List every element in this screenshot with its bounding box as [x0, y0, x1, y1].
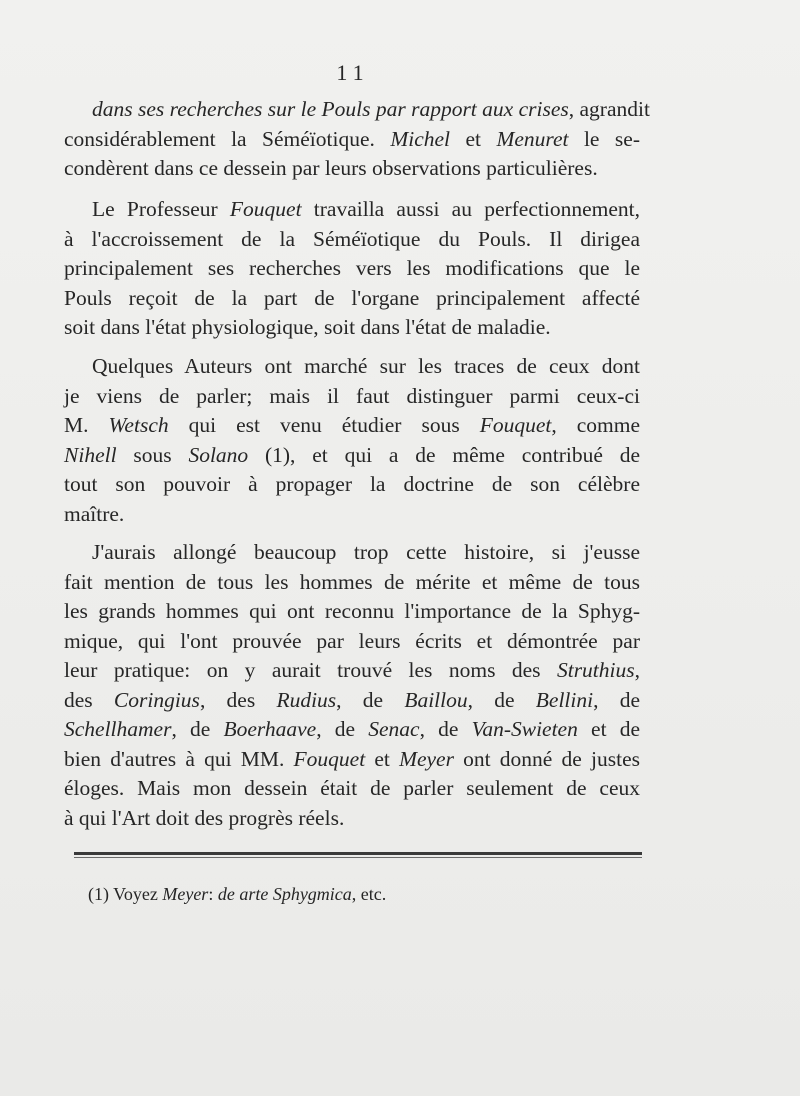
text-line [64, 597, 640, 627]
text-segment: , de [336, 687, 405, 712]
text-line [64, 470, 640, 500]
footnote-title: de arte Sphygmica [217, 884, 352, 904]
text-segment: et de [577, 717, 640, 741]
text-segment: mique, qui l'ont prouvée par leurs écrits et démontrée par [64, 628, 640, 653]
italic-segment: Rudius [276, 687, 337, 712]
italic-segment: Van-Swieten [471, 717, 578, 741]
footnote [88, 884, 386, 905]
text-segment: Pouls reçoit de la part de l'organe principalement affecté [64, 285, 640, 310]
text-line [64, 225, 640, 255]
text-segment: , [634, 658, 640, 682]
italic-segment: Fouquet [479, 413, 552, 437]
italic-segment: dans ses recherches sur le Pouls par rapport aux crises [92, 97, 569, 121]
italic-segment: Senac [368, 717, 420, 741]
text-line [64, 441, 640, 471]
text-line [64, 382, 640, 412]
page-number: 11 [336, 60, 370, 85]
footnote-colon: : [208, 884, 218, 904]
text-segment: le se- [568, 126, 640, 151]
paragraph [64, 195, 640, 343]
text-line [64, 656, 640, 686]
text-segment: tout son pouvoir à propager la doctrine de son célèbre [64, 472, 640, 496]
text-line [64, 804, 640, 834]
text-segment: éloges. Mais mon dessein était de parler seulement de ceux [64, 776, 640, 800]
italic-segment: Nihell [64, 442, 117, 467]
text-segment: travailla aussi au perfectionnement, [301, 197, 640, 221]
text-segment: , de [467, 687, 536, 712]
italic-segment: Meyer [399, 746, 454, 771]
footnote-text: Voyez [109, 884, 163, 904]
text-line [64, 195, 640, 225]
paragraph [64, 538, 640, 833]
italic-segment: Struthius [556, 658, 635, 682]
paragraph [64, 352, 640, 529]
text-segment: J'aurais allongé beaucoup trop cette histoire, si j'eusse [92, 540, 640, 564]
text-segment: des [64, 687, 114, 712]
text-segment: , agrandit [568, 97, 650, 121]
text-segment: et [365, 746, 400, 771]
text-segment: les grands hommes qui ont reconnu l'importance de la Sphyg- [64, 599, 640, 623]
text-segment: leur pratique: on y aurait trouvé les noms des [64, 658, 557, 682]
italic-segment: Boerhaave [223, 717, 317, 741]
text-line [64, 686, 640, 716]
text-line [64, 715, 640, 745]
text-line [64, 154, 640, 184]
text-segment: considérablement la Séméïotique. [64, 126, 391, 151]
italic-segment: Solano [188, 442, 249, 467]
text-segment: Le Professeur [92, 197, 230, 221]
text-segment: maître. [64, 501, 125, 526]
text-line [64, 254, 640, 284]
text-line [64, 500, 640, 530]
text-segment: Quelques Auteurs ont marché sur les traces de ceux dont [92, 354, 640, 378]
text-segment: , de [593, 687, 640, 712]
text-segment: , de [171, 717, 224, 741]
text-segment: à qui l'Art doit des progrès réels. [64, 805, 345, 830]
text-line [64, 568, 640, 598]
footnote-text-end: , etc. [351, 884, 387, 904]
italic-segment: Wetsch [108, 413, 169, 437]
footnote-marker: (1) [88, 884, 109, 904]
text-line [64, 125, 640, 155]
text-segment: qui est venu étudier sous [168, 413, 480, 437]
text-segment: , de [316, 717, 369, 741]
text-segment: principalement ses recherches vers les modifications que le [64, 256, 640, 280]
text-segment: , des [199, 687, 277, 712]
text-segment: sous [116, 442, 189, 467]
text-line [64, 313, 640, 343]
text-line [64, 745, 640, 775]
footnote-separator-thin [74, 857, 642, 858]
text-segment: soit dans l'état physiologique, soit dans l'état de maladie. [64, 315, 551, 339]
paragraph [64, 95, 650, 184]
text-segment: je viens de parler; mais il faut distinguer parmi ceux-ci [64, 383, 640, 408]
text-segment: à l'accroissement de la Séméïotique du Pouls. Il dirigea [64, 226, 640, 251]
text-line [64, 538, 640, 568]
italic-segment: Menuret [496, 126, 569, 151]
text-segment: bien d'autres à qui MM. [64, 746, 294, 771]
text-line [64, 774, 640, 804]
italic-segment: Michel [390, 126, 451, 151]
text-line [64, 352, 640, 382]
italic-segment: Coringius [113, 687, 200, 712]
italic-segment: Bellini [535, 687, 594, 712]
text-line [64, 411, 640, 441]
footnote-author: Meyer [162, 884, 209, 904]
text-segment: fait mention de tous les hommes de mérite et même de tous [64, 569, 640, 594]
italic-segment: Baillou [404, 687, 468, 712]
text-line [64, 627, 640, 657]
italic-segment: Fouquet [229, 197, 302, 221]
footnote-separator [74, 852, 642, 855]
text-segment: condèrent dans ce dessein par leurs observations particulières. [64, 156, 598, 180]
text-segment: (1), et qui a de même contribué de [248, 442, 640, 467]
text-segment: ont donné de justes [453, 746, 640, 771]
text-segment: et [450, 126, 497, 151]
text-segment: , de [419, 717, 472, 741]
text-line [64, 95, 650, 125]
text-segment: M. [64, 413, 109, 437]
text-segment: , comme [551, 413, 640, 437]
text-line [64, 284, 640, 314]
italic-segment: Fouquet [293, 746, 366, 771]
italic-segment: Schellhamer [64, 717, 172, 741]
